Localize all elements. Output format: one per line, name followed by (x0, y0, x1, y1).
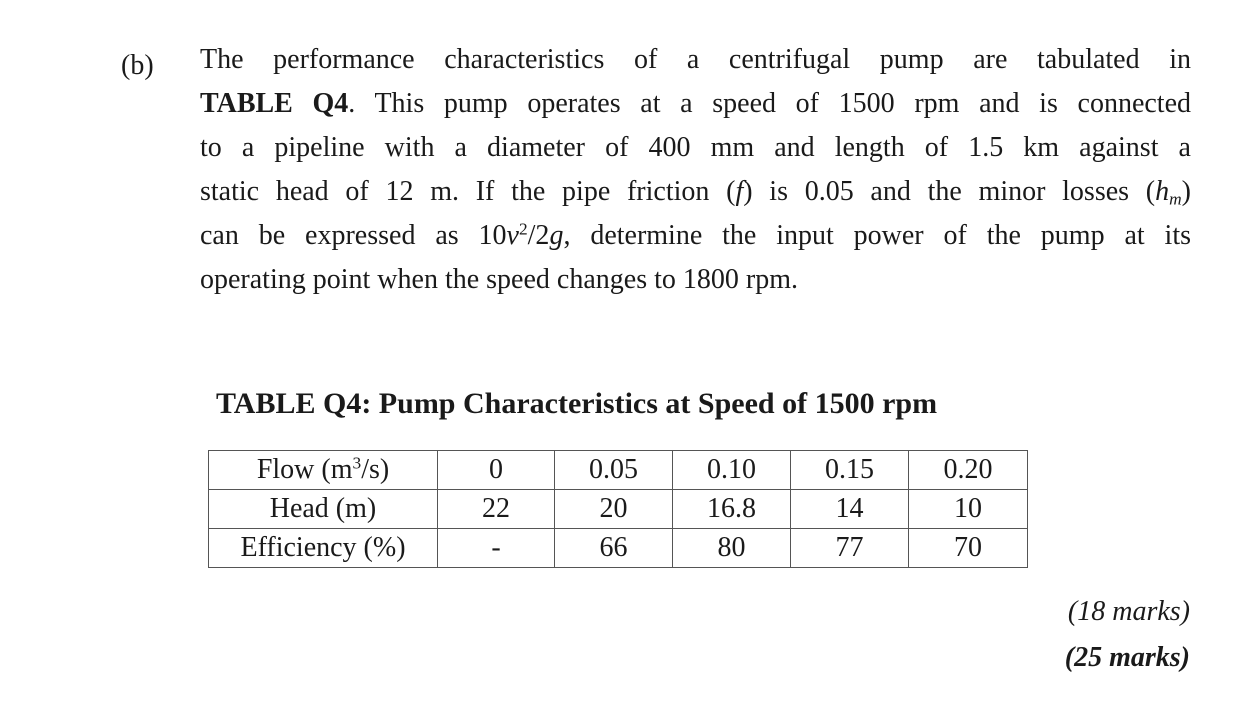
question-text (200, 38, 1191, 302)
row-header (209, 451, 438, 490)
question-line (200, 214, 1191, 258)
table-cell: 77 (791, 529, 909, 568)
table-title: TABLE Q4: Pump Characteristics at Speed of 1500 rpm (216, 387, 938, 420)
minor-loss-subscript: m (1169, 189, 1182, 209)
friction-symbol: f (735, 176, 744, 207)
table-cell: 16.8 (673, 490, 791, 529)
table-cell: 0.20 (909, 451, 1028, 490)
table-cell: 10 (909, 490, 1028, 529)
question-text-segment: to a pipeline with a diameter of 400 mm and length of 1.5 km against a (200, 132, 1191, 163)
unit-exponent: 3 (352, 453, 362, 473)
row-header-text: Efficiency (%) (240, 532, 406, 563)
row-header-text: Head (m) (269, 493, 377, 524)
row-header-text: /s) (361, 454, 390, 485)
table-cell: 66 (555, 529, 673, 568)
question-text-segment: can be expressed as 10 (200, 220, 507, 251)
question-line (200, 258, 1191, 302)
minor-loss-symbol: h (1155, 176, 1170, 207)
question-line (200, 82, 1191, 126)
part-marks: (18 marks) (1067, 596, 1190, 627)
question-text-segment: operating point when the speed changes to 1800 rpm. (200, 264, 798, 295)
table-cell: 0 (438, 451, 555, 490)
table-cell: 0.10 (673, 451, 791, 490)
velocity-symbol: v (506, 220, 519, 251)
pump-characteristics-table (208, 450, 1028, 568)
part-label: (b) (121, 50, 154, 81)
table-row (209, 490, 1028, 529)
table-cell: 20 (555, 490, 673, 529)
row-header (209, 490, 438, 529)
table-reference: TABLE Q4 (200, 88, 349, 119)
question-line (200, 38, 1191, 82)
question-line (200, 170, 1191, 214)
table-cell: 80 (673, 529, 791, 568)
table-cell: 14 (791, 490, 909, 529)
question-text-segment: ) (1181, 176, 1191, 207)
total-marks: (25 marks) (1064, 642, 1190, 673)
row-header-text: Flow (m (256, 454, 353, 485)
question-text-segment: The performance characteristics of a centrifugal pump are tabulated in (200, 44, 1191, 75)
table-cell: 0.05 (555, 451, 673, 490)
question-text-segment: static head of 12 m. If the pipe friction ( (200, 176, 736, 207)
gravity-symbol: g (549, 220, 564, 251)
question-text-segment: , determine the input power of the pump at its (563, 220, 1192, 251)
question-line (200, 126, 1191, 170)
question-text-segment: ) is 0.05 and the minor losses ( (743, 176, 1156, 207)
table-cell: 22 (438, 490, 555, 529)
table-cell: 0.15 (791, 451, 909, 490)
velocity-exponent: 2 (518, 219, 528, 239)
table-cell: - (438, 529, 555, 568)
question-text-segment: . This pump operates at a speed of 1500 rpm and is connected (348, 88, 1192, 119)
row-header (209, 529, 438, 568)
question-text-segment: /2 (527, 220, 550, 251)
table-cell: 70 (909, 529, 1028, 568)
table-row (209, 451, 1028, 490)
table-row (209, 529, 1028, 568)
